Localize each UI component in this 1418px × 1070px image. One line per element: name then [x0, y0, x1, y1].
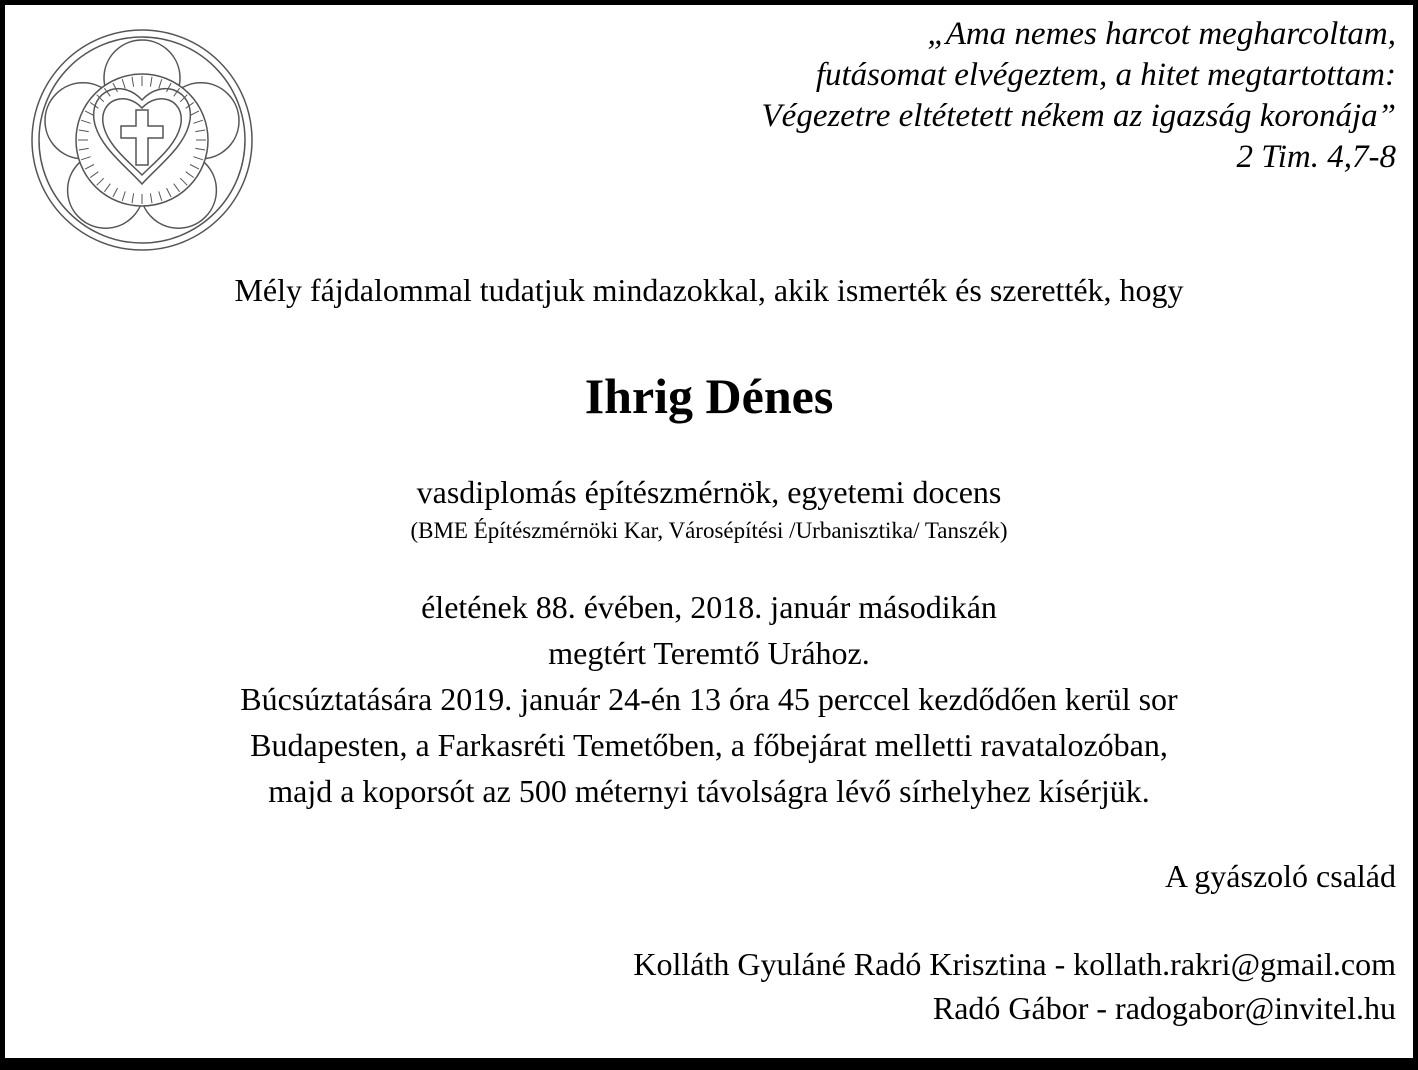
deceased-department: (BME Építészmérnöki Kar, Városépítési /Urbanisztika/ Tanszék) [410, 518, 1008, 543]
announcement-body [0, 584, 1418, 814]
body-line: Budapesten, a Farkasréti Temetőben, a főbejárat melletti ravatalozóban, [250, 727, 1168, 763]
announcement-intro: Mély fájdalommal tudatjuk mindazokkal, akik ismerték és szerették, hogy [234, 272, 1184, 308]
body-line: életének 88. évében, 2018. január másodikán [421, 589, 997, 625]
contact-line: Kolláth Gyuláné Radó Krisztina - kollath.rakri@gmail.com [633, 946, 1396, 982]
deceased-name: Ihrig Dénes [584, 368, 834, 424]
quote-line: Végezetre eltétetett nékem az igazság koronája” [761, 98, 1396, 134]
contact-line: Radó Gábor - radogabor@invitel.hu [932, 990, 1396, 1026]
luther-rose-icon [30, 28, 254, 252]
body-line: Búcsúztatására 2019. január 24-én 13 óra 45 perccel kezdődően kerül sor [240, 681, 1178, 717]
deceased-title: vasdiplomás építészmérnök, egyetemi docens [416, 474, 1002, 510]
quote-line: „Ama nemes harcot megharcoltam, [927, 16, 1396, 52]
contact-list [633, 942, 1396, 1030]
family-signature: A gyászoló család [1164, 858, 1396, 894]
bible-quote [496, 14, 1396, 178]
body-line: majd a koporsót az 500 méternyi távolságra lévő sírhelyhez kísérjük. [268, 773, 1150, 809]
quote-reference: 2 Tim. 4,7-8 [1236, 139, 1396, 175]
quote-line: futásomat elvégeztem, a hitet megtartottam: [815, 57, 1396, 93]
body-line: megtért Teremtő Urához. [548, 635, 870, 671]
